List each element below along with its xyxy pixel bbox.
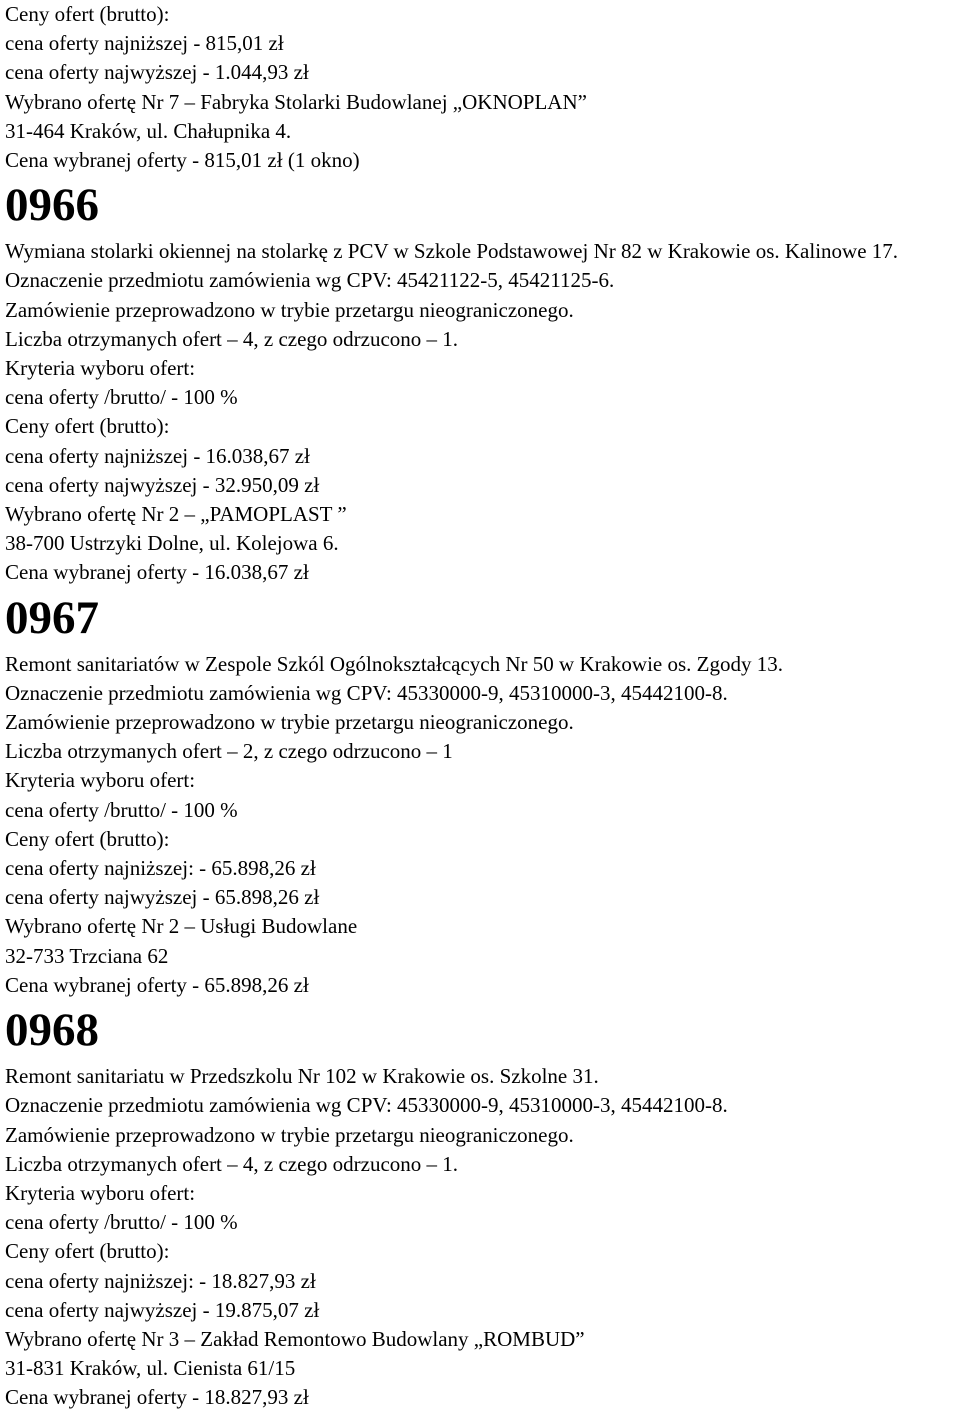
text-line: 32-733 Trzciana 62 (5, 943, 169, 968)
section-title: Remont sanitariatu w Przedszkolu Nr 102 w Krakowie os. Szkolne 31. (5, 1064, 599, 1089)
section-0967 (5, 588, 960, 1000)
text-line: Liczba otrzymanych ofert – 4, z czego odrzucono – 1. (5, 1151, 459, 1176)
text-line: 38-700 Ustrzyki Dolne, ul. Kolejowa 6. (5, 531, 339, 556)
section-number: 0968 (5, 1004, 99, 1057)
text-line: cena oferty /brutto/ - 100 % (5, 385, 238, 410)
text-line: Oznaczenie przedmiotu zamówienia wg CPV: 45421122-5, 45421125-6. (5, 268, 615, 293)
text-line: Cena wybranej oferty - 815,01 zł (1 okno) (5, 148, 360, 173)
text-line: cena oferty najwyższej - 65.898,26 zł (5, 885, 320, 910)
section-0966 (5, 175, 960, 587)
text-line: 31-464 Kraków, ul. Chałupnika 4. (5, 118, 292, 143)
text-line: cena oferty najniższej - 16.038,67 zł (5, 443, 310, 468)
section-number: 0966 (5, 179, 99, 232)
text-line: cena oferty najniższej - 815,01 zł (5, 31, 284, 56)
text-line: cena oferty /brutto/ - 100 % (5, 797, 238, 822)
text-line: cena oferty najniższej: - 18.827,93 zł (5, 1268, 316, 1293)
text-line: Zamówienie przeprowadzono w trybie przetargu nieograniczonego. (5, 1122, 574, 1147)
text-line: cena oferty najwyższej - 1.044,93 zł (5, 60, 309, 85)
text-line: Kryteria wyboru ofert: (5, 1180, 196, 1205)
text-line: Liczba otrzymanych ofert – 2, z czego odrzucono – 1 (5, 739, 453, 764)
text-line: Wybrano ofertę Nr 3 – Zakład Remontowo Budowlany „ROMBUD” (5, 1326, 585, 1351)
text-line: cena oferty najwyższej - 19.875,07 zł (5, 1297, 320, 1322)
section-title: Remont sanitariatów w Zespole Szkól Ogólnokształcących Nr 50 w Krakowie os. Zgody 13. (5, 651, 783, 676)
text-line: Kryteria wyboru ofert: (5, 356, 196, 381)
text-line: Kryteria wyboru ofert: (5, 768, 196, 793)
text-line: Oznaczenie przedmiotu zamówienia wg CPV: 45330000-9, 45310000-3, 45442100-8. (5, 680, 728, 705)
text-line: 31-831 Kraków, ul. Cienista 61/15 (5, 1356, 296, 1381)
section-title: Wymiana stolarki okiennej na stolarkę z PCV w Szkole Podstawowej Nr 82 w Krakowie os. Kalinowe 17. (5, 239, 899, 264)
text-line: Ceny ofert (brutto): (5, 2, 170, 26)
text-line: Ceny ofert (brutto): (5, 826, 170, 851)
text-line: Cena wybranej oferty - 16.038,67 zł (5, 560, 309, 585)
text-line: Cena wybranej oferty - 65.898,26 zł (5, 972, 309, 997)
section-number: 0967 (5, 591, 99, 644)
text-line: Ceny ofert (brutto): (5, 414, 170, 439)
text-line: Zamówienie przeprowadzono w trybie przetargu nieograniczonego. (5, 297, 574, 322)
text-line: Wybrano ofertę Nr 7 – Fabryka Stolarki Budowlanej „OKNOPLAN” (5, 89, 587, 114)
text-line: Ceny ofert (brutto): (5, 1239, 170, 1264)
text-line: Wybrano ofertę Nr 2 – „PAMOPLAST ” (5, 502, 347, 527)
intro-block (5, 0, 960, 175)
text-line: Oznaczenie przedmiotu zamówienia wg CPV: 45330000-9, 45310000-3, 45442100-8. (5, 1093, 728, 1118)
text-line: Wybrano ofertę Nr 2 – Usługi Budowlane (5, 914, 358, 939)
text-line: Zamówienie przeprowadzono w trybie przetargu nieograniczonego. (5, 710, 574, 735)
text-line: cena oferty najwyższej - 32.950,09 zł (5, 472, 320, 497)
text-line: Liczba otrzymanych ofert – 4, z czego odrzucono – 1. (5, 326, 459, 351)
text-line: cena oferty /brutto/ - 100 % (5, 1210, 238, 1235)
section-0968 (5, 1000, 960, 1412)
text-line: Cena wybranej oferty - 18.827,93 zł (5, 1385, 309, 1410)
text-line: cena oferty najniższej: - 65.898,26 zł (5, 856, 316, 881)
